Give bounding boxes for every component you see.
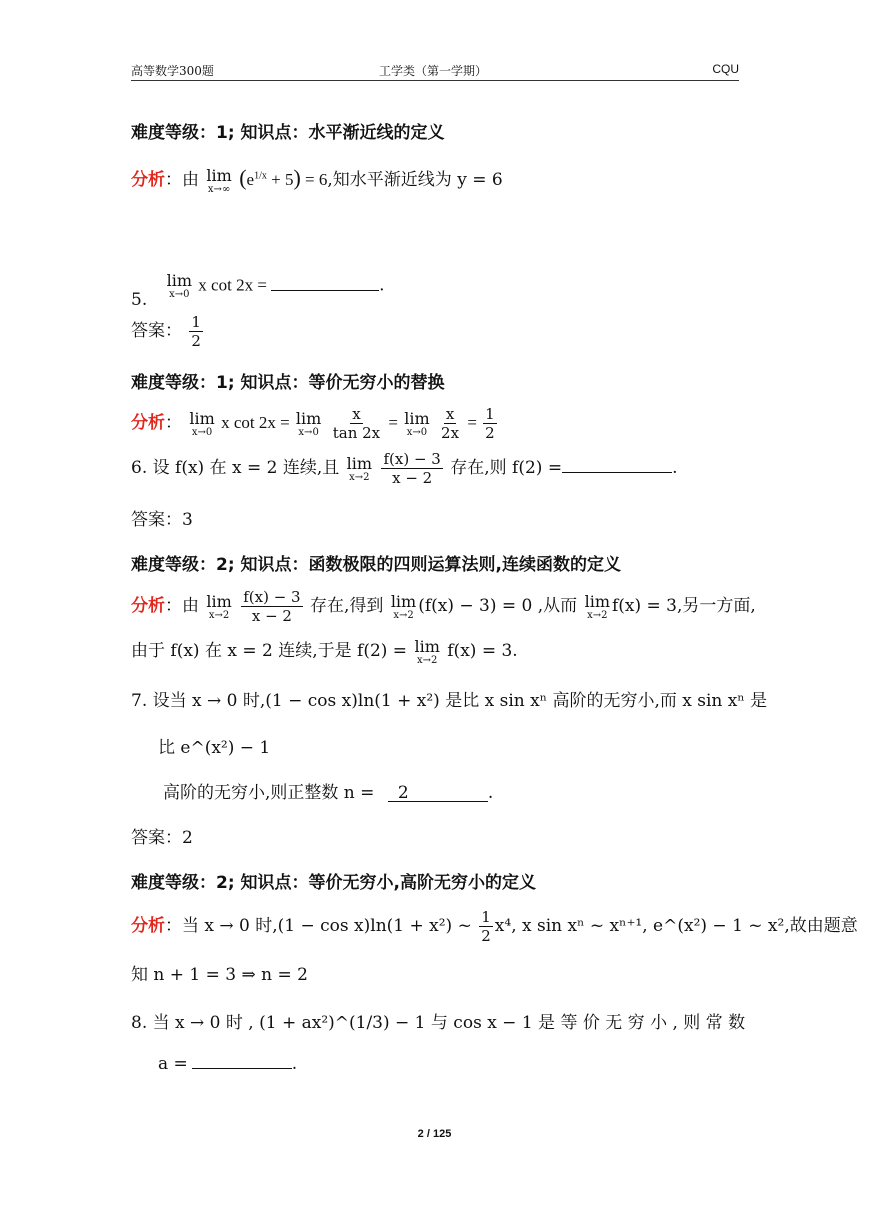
q6-meta: 难度等级：2; 知识点：函数极限的四则运算法则,连续函数的定义 [131,555,622,575]
q7-answer: 答案：2 [131,828,193,848]
q5-analysis: 分析： lim x→0 x cot 2x = lim x→0 $\frac{x}{\tan 2x}$ = lim x→0 $\frac{x}{2x}$ = $\frac{1}{2}$ [131,405,495,442]
q6-answer: 答案：3 [131,510,193,530]
q4-analysis-tail: ,知水平渐近线为 y = 6 [327,170,503,190]
q7-analysis-2: 知 n + 1 = 3 ⇒ n = 2 [131,965,308,985]
q5-answer-fraction: $\frac{1}{2}$ [191,313,201,350]
q6-question: 6. 设 f(x) 在 x = 2 连续,且 lim x→2 $\frac{f(x) - 3}{x - 2}$ 存在,则 f(2) = . [131,450,678,487]
q5-question: 5. lim x→0 x cot 2x = . [131,271,385,310]
page-number: 2 / 125 [417,1128,452,1140]
header-left: 高等数学300题 [131,64,214,78]
header-right: CQU [712,62,739,76]
q5-number: 5. [131,289,148,310]
q8-line-1: 8. 当 x → 0 时 , (1 + ax²)^(1/3) − 1 与 cos x − 1 是 等 价 无 穷 小 , 则 常 数 [131,1013,746,1033]
analysis-label: 分析 [131,170,165,190]
q7-line-3: 高阶的无穷小,则正整数 n = 2 . [163,783,494,803]
q4-meta: 难度等级：1; 知识点：水平渐近线的定义 [131,123,445,143]
q5-answer: 答案： $\frac{1}{2}$ [131,313,201,350]
q6-answer-blank[interactable] [562,458,672,473]
q5-meta: 难度等级：1; 知识点：等价无穷小的替换 [131,373,445,393]
q6-analysis-1: 分析：由 lim x→2 $\frac{f(x) - 3}{x - 2}$ 存在,得到 lim x→2 (f(x) − 3) = 0 ,从而 lim x→2 f(x) = 3,另一方面, [131,588,756,625]
q4-analysis: 分析：由 lim x→∞ $(e^{1/x} + 5) = 6$,知水平渐近线为 y = 6 [131,165,503,195]
q7-line-2: 比 e^(x²) − 1 [158,738,271,758]
q8-answer-blank[interactable] [192,1054,292,1069]
q8-line-2: a = . [158,1054,298,1074]
q7-analysis-1: 分析：当 x → 0 时,(1 − cos x)ln(1 + x²) ~ $\frac{1}{2}$ x⁴, x sin xⁿ ~ xⁿ⁺¹, e^(x²) − 1 ~ x²,故由题意 [131,908,858,945]
q7-line-1: 7. 设当 x → 0 时,(1 − cos x)ln(1 + x²) 是比 x sin xⁿ 高阶的无穷小,而 x sin xⁿ 是 [131,691,768,711]
header-center: 工学类（第一学期） [379,64,488,78]
page-header [131,60,739,81]
q5-answer-blank[interactable] [271,276,379,291]
q7-meta: 难度等级：2; 知识点：等价无穷小,高阶无穷小的定义 [131,873,537,893]
limit-expr: lim x→∞ [206,165,232,195]
q6-analysis-2: 由于 f(x) 在 x = 2 连续,于是 f(2) = lim x→2 f(x) = 3. [131,636,518,666]
q7-answer-blank[interactable]: 2 [388,783,488,802]
